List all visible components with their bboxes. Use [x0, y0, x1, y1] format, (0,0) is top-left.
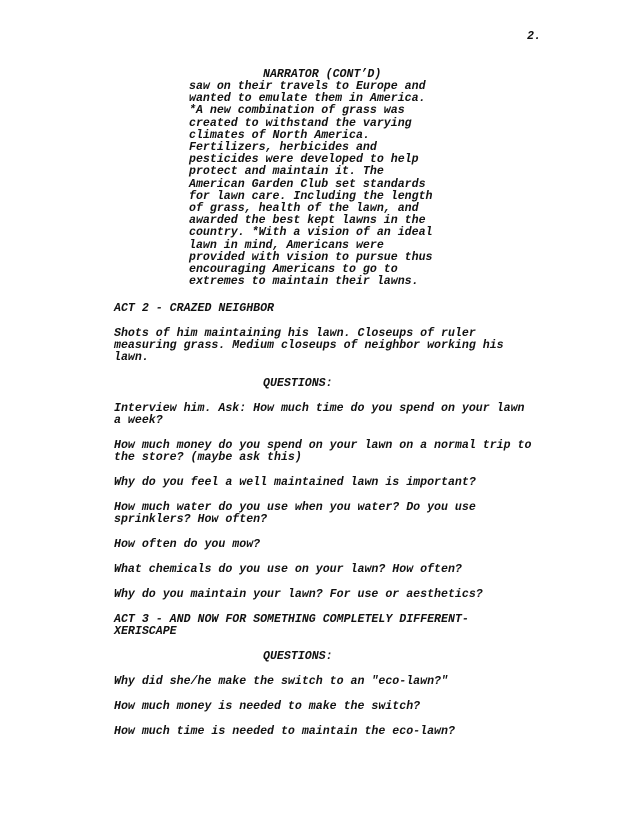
- act-2-heading: ACT 2 - CRAZED NEIGHBOR: [114, 302, 275, 315]
- dialogue-line: encouraging Americans to go to: [189, 263, 398, 277]
- question-line: What chemicals do you use on your lawn? How often?: [114, 563, 462, 576]
- question: [114, 440, 584, 464]
- question: [114, 589, 584, 601]
- narrator-dialogue: [189, 81, 464, 288]
- dialogue-line: country. *With a vision of an ideal: [189, 226, 433, 240]
- character-name: NARRATOR (CONT’D): [263, 68, 382, 81]
- question-line: Why do you feel a well maintained lawn is important?: [114, 476, 476, 489]
- dialogue-line: awarded the best kept lawns in the: [189, 214, 426, 228]
- dialogue-line: for lawn care. Including the length: [189, 189, 433, 203]
- question: [114, 564, 584, 576]
- question-line: How much time is needed to maintain the eco-lawn?: [114, 725, 455, 738]
- question-line: the store? (maybe ask this): [114, 451, 302, 465]
- page-number: 2.: [527, 30, 541, 43]
- question-line: How much money is needed to make the switch?: [114, 700, 421, 713]
- dialogue-line: *A new combination of grass was: [189, 104, 405, 118]
- act-3-heading: [114, 614, 584, 638]
- dialogue-line: of grass, health of the lawn, and: [189, 202, 419, 216]
- question: [114, 676, 584, 688]
- act-2-action: [114, 328, 584, 365]
- dialogue-line: wanted to emulate them in America.: [189, 92, 426, 106]
- heading-line: XERISCAPE: [114, 625, 177, 639]
- act-2-questions-heading: QUESTIONS:: [263, 377, 333, 390]
- dialogue-line: Fertilizers, herbicides and: [189, 141, 377, 155]
- question-line: Why did she/he make the switch to an "eco-lawn?": [114, 675, 448, 688]
- question-line: Interview him. Ask: How much time do you spend on your lawn: [114, 402, 525, 415]
- question-line: How often do you mow?: [114, 538, 261, 551]
- dialogue-line: saw on their travels to Europe and: [189, 80, 426, 93]
- question: [114, 539, 584, 551]
- dialogue-line: pesticides were developed to help: [189, 153, 419, 167]
- question: [114, 477, 584, 489]
- act-3-questions-heading: QUESTIONS:: [263, 650, 333, 663]
- question-line: How much money do you spend on your lawn on a normal trip to: [114, 439, 532, 452]
- question: [114, 701, 584, 713]
- question: [114, 726, 584, 738]
- dialogue-line: created to withstand the varying: [189, 116, 412, 130]
- dialogue-line: lawn in mind, Americans were: [189, 238, 384, 252]
- dialogue-line: protect and maintain it. The: [189, 165, 384, 179]
- question: [114, 502, 584, 526]
- question-line: sprinklers? How often?: [114, 513, 268, 527]
- question-line: How much water do you use when you water? Do you use: [114, 501, 476, 514]
- dialogue-line: provided with vision to pursue thus: [189, 250, 433, 264]
- dialogue-line: climates of North America.: [189, 128, 370, 142]
- question-line: a week?: [114, 414, 163, 428]
- heading-line: ACT 3 - AND NOW FOR SOMETHING COMPLETELY DIFFERENT-: [114, 613, 469, 626]
- action-line: measuring grass. Medium closeups of neighbor working his: [114, 339, 504, 353]
- question: [114, 403, 584, 427]
- action-line: Shots of him maintaining his lawn. Closeups of ruler: [114, 327, 476, 340]
- dialogue-line: extremes to maintain their lawns.: [189, 275, 419, 289]
- action-line: lawn.: [114, 351, 149, 365]
- dialogue-line: American Garden Club set standards: [189, 177, 426, 191]
- question-line: Why do you maintain your lawn? For use or aesthetics?: [114, 588, 483, 601]
